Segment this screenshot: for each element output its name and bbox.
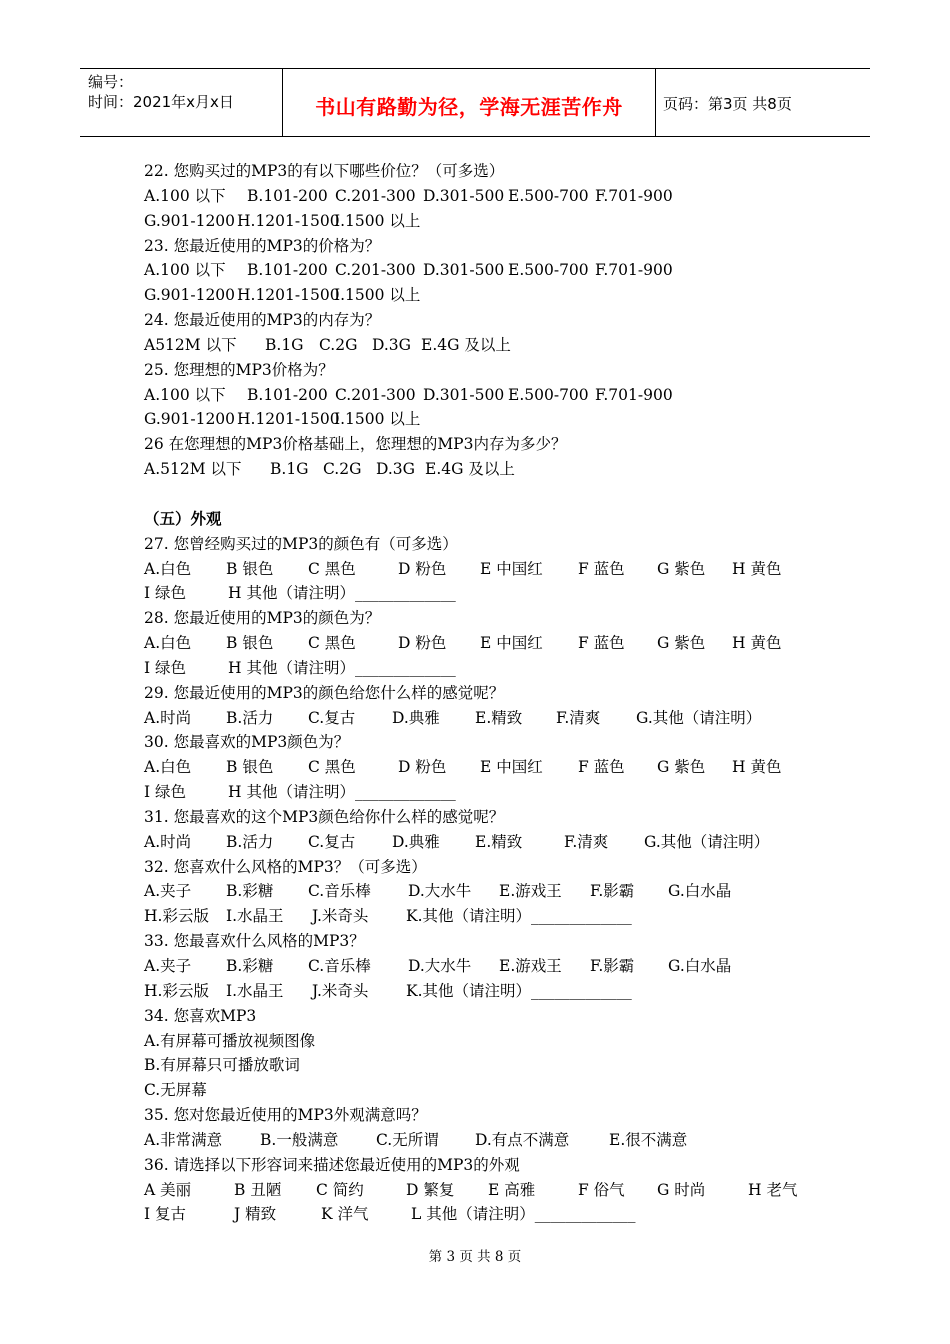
option-row — [144, 879, 864, 904]
option-row — [144, 755, 864, 780]
answer-option: F.701-900 — [595, 186, 673, 205]
question-text: 32. 您喜欢什么风格的MP3？（可多选） — [144, 857, 427, 876]
answer-option: A.时尚 — [144, 708, 192, 727]
answer-option: A.100 以下 — [144, 186, 226, 205]
answer-option: C.2G — [323, 460, 362, 479]
answer-option: A.100 以下 — [144, 385, 226, 404]
answer-option: B 银色 — [226, 559, 274, 578]
answer-option: E.500-700 — [508, 385, 589, 404]
answer-option: B 银色 — [226, 634, 274, 653]
answer-option: C.音乐棒 — [308, 882, 371, 901]
answer-option: D.大水牛 — [408, 882, 472, 901]
answer-option: C.复古 — [308, 708, 356, 727]
answer-option: A 美丽 — [144, 1180, 192, 1199]
answer-option: H.彩云版 — [144, 907, 209, 926]
answer-option: B.彩糖 — [226, 882, 274, 901]
answer-option: G.其他（请注明） — [644, 832, 770, 851]
answer-option: C.201-300 — [335, 186, 416, 205]
answer-option: F 蓝色 — [578, 758, 625, 777]
answer-option: K.其他（请注明）_____________ — [406, 981, 632, 1000]
answer-option: H 黄色 — [732, 634, 782, 653]
answer-option: E 中国红 — [480, 758, 543, 777]
answer-option: L 其他（请注明）_____________ — [411, 1205, 636, 1224]
answer-option: B.1G — [265, 335, 304, 354]
answer-option: D 粉色 — [398, 634, 447, 653]
answer-option: C.无所谓 — [376, 1130, 439, 1149]
answer-option: H 其他（请注明）_____________ — [228, 584, 456, 603]
question-text: 28. 您最近使用的MP3的颜色为？ — [144, 609, 381, 628]
option-row — [144, 1178, 864, 1203]
answer-option: E.游戏王 — [499, 957, 562, 975]
question-text: 36. 请选择以下形容词来描述您最近使用的MP3的外观 — [144, 1155, 520, 1174]
answer-option: D 粉色 — [398, 758, 447, 777]
header-motto-cell — [282, 69, 656, 136]
option-row — [144, 258, 864, 283]
option-row — [144, 904, 864, 929]
question-text: 24. 您最近使用的MP3的内存为？ — [144, 311, 381, 330]
question-text: 35. 您对您最近使用的MP3外观满意吗？ — [144, 1106, 427, 1125]
answer-option: I.水晶王 — [226, 981, 284, 1000]
answer-option: J.米奇头 — [312, 907, 369, 926]
answer-option: D.有点不满意 — [475, 1130, 570, 1149]
answer-option: F.影霸 — [590, 957, 635, 975]
header-meta — [80, 69, 281, 136]
question-text: 26 在您理想的MP3价格基础上，您理想的MP3内存为多少？ — [144, 435, 567, 454]
answer-option: F 俗气 — [578, 1180, 625, 1199]
answer-option: A.非常满意 — [144, 1130, 223, 1149]
answer-option: G 时尚 — [657, 1180, 706, 1199]
option-row — [144, 1202, 864, 1227]
answer-option: A.白色 — [144, 634, 192, 653]
serial-number-label: 编号： — [88, 73, 134, 91]
answer-option: F.清爽 — [556, 708, 601, 727]
answer-option: E.精致 — [475, 708, 523, 727]
answer-option: F 蓝色 — [578, 559, 625, 578]
answer-option: A.时尚 — [144, 832, 192, 851]
answer-option: D.301-500 — [423, 186, 505, 205]
answer-option: G 紫色 — [657, 559, 706, 578]
answer-option: A.夹子 — [144, 957, 192, 975]
answer-option: H.彩云版 — [144, 981, 209, 1000]
answer-option: H 黄色 — [732, 758, 782, 777]
answer-option: D.3G — [372, 335, 412, 354]
answer-option: I.水晶王 — [226, 907, 284, 926]
answer-option: F.影霸 — [590, 882, 635, 901]
option-row — [144, 830, 864, 855]
question-text: 27. 您曾经购买过的MP3的颜色有（可多选） — [144, 534, 458, 553]
question-text: 34. 您喜欢MP3 — [144, 1006, 257, 1025]
answer-option: C.音乐棒 — [308, 957, 371, 975]
answer-option: F.701-900 — [595, 385, 673, 404]
answer-option: B.101-200 — [247, 186, 328, 205]
answer-option: G.901-1200 — [144, 410, 236, 429]
answer-option: E 中国红 — [480, 559, 543, 578]
answer-option: H 其他（请注明）_____________ — [228, 658, 456, 677]
option-row — [144, 656, 864, 681]
answer-option: B.1G — [270, 460, 309, 479]
answer-option: E.500-700 — [508, 186, 589, 205]
answer-option: G.901-1200 — [144, 211, 236, 230]
option-row — [144, 954, 864, 979]
answer-option: J.米奇头 — [312, 981, 369, 1000]
answer-option: E.4G 及以上 — [421, 335, 511, 354]
answer-option: G 紫色 — [657, 758, 706, 777]
answer-option: A.100 以下 — [144, 261, 226, 280]
answer-option: H 其他（请注明）_____________ — [228, 783, 456, 802]
answer-option: C 黑色 — [308, 559, 356, 578]
answer-option: D.301-500 — [423, 385, 505, 404]
option-row — [144, 979, 864, 1004]
option-row — [144, 383, 864, 408]
option-row — [144, 631, 864, 656]
question-text: 30. 您最喜欢的MP3颜色为？ — [144, 733, 350, 752]
header-page-cell — [655, 69, 870, 136]
answer-option: F.701-900 — [595, 261, 673, 280]
option-row — [144, 1128, 864, 1153]
answer-option: H.1201-1500 — [237, 410, 340, 429]
answer-option: I.1500 以上 — [334, 211, 421, 230]
answer-option: C.201-300 — [335, 261, 416, 280]
questionnaire-body — [144, 159, 864, 1227]
answer-option: A512M 以下 — [144, 335, 237, 354]
option-row — [144, 706, 864, 731]
answer-option: F.清爽 — [564, 832, 609, 851]
question-text: A.有屏幕可播放视频图像 — [144, 1031, 316, 1050]
answer-option: I.1500 以上 — [334, 410, 421, 429]
answer-option: E.游戏王 — [499, 882, 562, 901]
answer-option: B.101-200 — [247, 385, 328, 404]
option-row — [144, 557, 864, 582]
answer-option: D 繁复 — [406, 1180, 455, 1199]
date-line: 时间：2021年x月x日 — [88, 93, 234, 111]
answer-option: A.512M 以下 — [144, 460, 242, 479]
answer-option: E.很不满意 — [609, 1130, 688, 1149]
answer-option: D.大水牛 — [408, 957, 472, 975]
question-text: 25. 您理想的MP3价格为？ — [144, 360, 334, 379]
question-text: 22. 您购买过的MP3的有以下哪些价位？（可多选） — [144, 162, 505, 180]
answer-option: A.夹子 — [144, 882, 192, 901]
answer-option: E 高雅 — [488, 1180, 536, 1199]
option-row — [144, 780, 864, 805]
answer-option: C.201-300 — [335, 385, 416, 404]
answer-option: D.3G — [376, 460, 416, 479]
answer-option: D.301-500 — [423, 261, 505, 280]
answer-option: D.典雅 — [392, 832, 440, 851]
answer-option: D 粉色 — [398, 559, 447, 578]
answer-option: K 洋气 — [321, 1205, 369, 1224]
option-row — [144, 581, 864, 606]
answer-option: A.白色 — [144, 559, 192, 578]
answer-option: E.500-700 — [508, 261, 589, 280]
question-text: 31. 您最喜欢的这个MP3颜色给你什么样的感觉呢？ — [144, 807, 505, 826]
page-footer: 第 3 页 共 8 页 — [428, 1249, 522, 1265]
answer-option: F 蓝色 — [578, 634, 625, 653]
question-text: 23. 您最近使用的MP3的价格为？ — [144, 236, 381, 255]
answer-option: C.复古 — [308, 832, 356, 851]
answer-option: E 中国红 — [480, 634, 543, 653]
option-row — [144, 209, 864, 234]
answer-option: I.1500 以上 — [334, 286, 421, 305]
option-row — [144, 333, 864, 358]
answer-option: D.典雅 — [392, 708, 440, 727]
answer-option: H.1201-1500 — [237, 211, 340, 230]
answer-option: C 简约 — [316, 1180, 364, 1199]
answer-option: H 老气 — [748, 1180, 798, 1199]
answer-option: G 紫色 — [657, 634, 706, 653]
question-text: 29. 您最近使用的MP3的颜色给您什么样的感觉呢？ — [144, 683, 505, 702]
answer-option: E.精致 — [475, 832, 523, 851]
answer-option: I 绿色 — [144, 783, 187, 802]
question-text: B.有屏幕只可播放歌词 — [144, 1056, 300, 1075]
section-heading: （五）外观 — [144, 508, 222, 528]
question-text: 33. 您最喜欢什么风格的MP3？ — [144, 932, 365, 951]
answer-option: B.彩糖 — [226, 957, 274, 975]
answer-option: E.4G 及以上 — [425, 460, 515, 479]
answer-option: B 银色 — [226, 758, 274, 777]
page-code: 页码：第3页 共8页 — [663, 95, 792, 113]
option-row — [144, 407, 864, 432]
answer-option: C 黑色 — [308, 634, 356, 653]
question-text: C.无屏幕 — [144, 1081, 207, 1100]
answer-option: C 黑色 — [308, 758, 356, 777]
answer-option: B 丑陋 — [234, 1180, 282, 1199]
answer-option: I 复古 — [144, 1205, 187, 1224]
answer-option: G.901-1200 — [144, 286, 236, 305]
answer-option: G.白水晶 — [668, 957, 732, 975]
option-row — [144, 283, 864, 308]
page-header — [80, 68, 870, 137]
option-row — [144, 184, 864, 209]
answer-option: B.活力 — [226, 832, 274, 851]
answer-option: B.101-200 — [247, 261, 328, 280]
answer-option: G.白水晶 — [668, 882, 732, 901]
option-row — [144, 457, 864, 482]
answer-option: K.其他（请注明）_____________ — [406, 907, 632, 926]
answer-option: I 绿色 — [144, 584, 187, 603]
motto-text: 书山有路勤为径，学海无涯苦作舟 — [315, 95, 623, 119]
blank-line — [144, 482, 864, 507]
answer-option: J 精致 — [234, 1205, 277, 1224]
answer-option: I 绿色 — [144, 658, 187, 677]
answer-option: G.其他（请注明） — [636, 708, 762, 727]
answer-option: H 黄色 — [732, 559, 782, 578]
answer-option: B.活力 — [226, 708, 274, 727]
answer-option: B.一般满意 — [260, 1130, 339, 1149]
answer-option: A.白色 — [144, 758, 192, 777]
answer-option: C.2G — [319, 335, 358, 354]
answer-option: H.1201-1500 — [237, 286, 340, 305]
